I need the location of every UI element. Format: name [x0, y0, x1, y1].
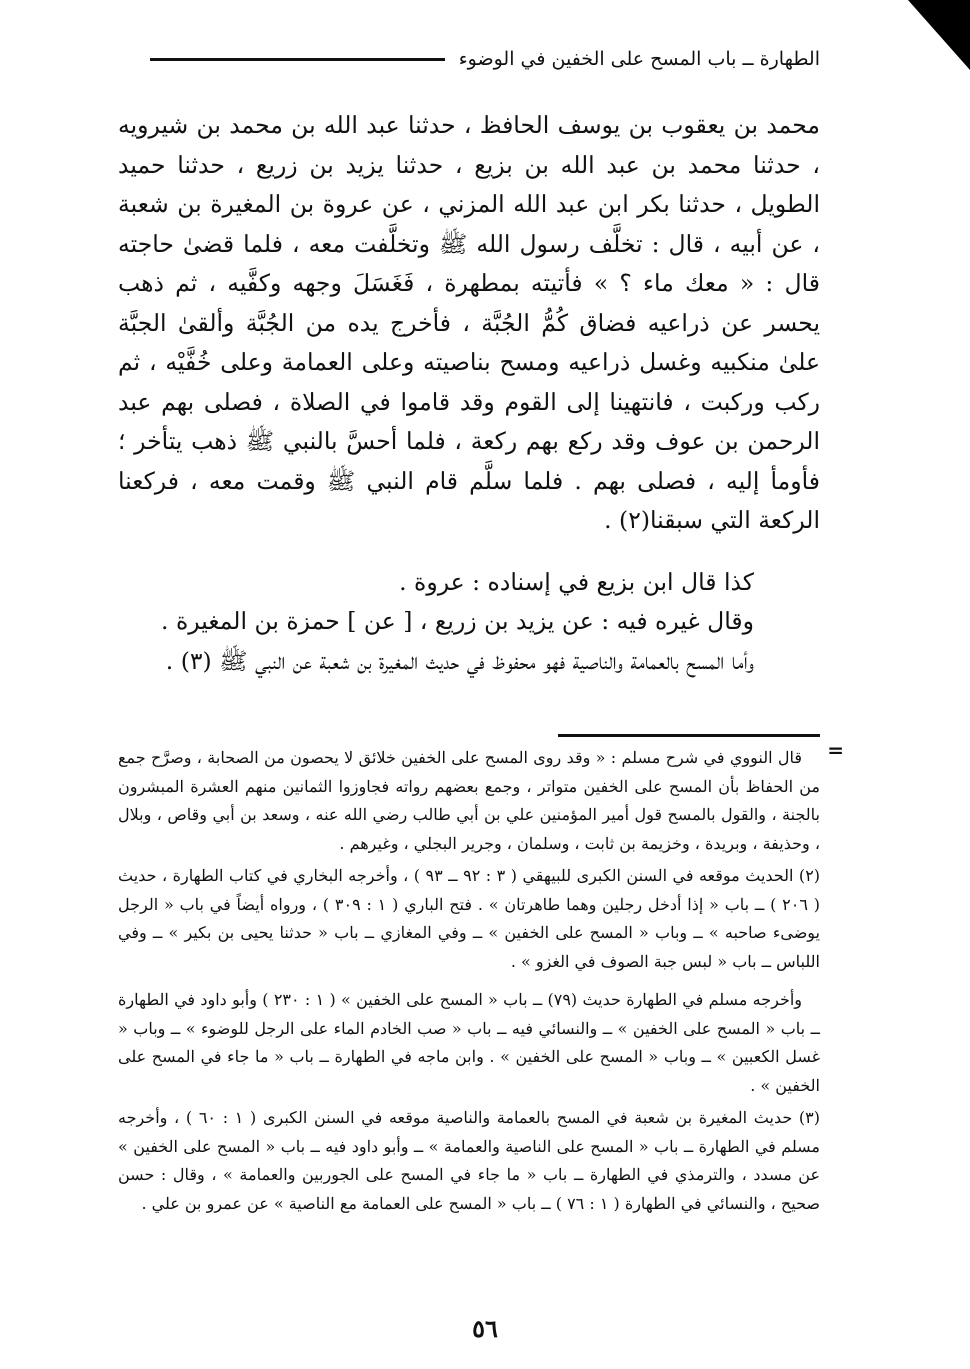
running-head-rule — [150, 58, 445, 61]
page-number: ٥٦ — [472, 1314, 498, 1343]
footnotes — [118, 744, 820, 1222]
footnote-continued: قال النووي في شرح مسلم : « وقد روى المسح على الخفين خلائق لا يحصون من الصحابة ، وصرَّح جمع من الحفاظ بأن المسح على الخفين متواتر ، وجمع بعضهم رواته فجاوزوا الثمانين منهم العشرة المبشرون بالجنة ، والقول بالمسح قول أمير المؤمنين علي بن أبي طالب رضي الله عنه ، وسعد بن أبي وقاص ، وبلال ، وحذيفة ، وبريدة ، وخزيمة بن ثابت ، وسلمان ، وجرير البجلي ، وغيرهم . — [118, 748, 821, 853]
main-paragraph-note-2: وقال غيره فيه : عن يزيد بن زريع ، [ عن ] حمزة بن المغيرة . — [161, 607, 754, 635]
running-head — [150, 48, 820, 70]
footnote-3: (٣) حديث المغيرة بن شعبة في المسح بالعمامة والناصية موقعه في السنن الكبرى ( ١ : ٦٠ ) ، وأخرجه مسلم في الطهارة ــ باب « المسح على الناصية والعمامة » ــ وأبو داود فيه ــ باب « المسح على الخفين » عن مسدد ، والترمذي في الطهارة ــ باب « ما جاء في المسح على الجوربين والعمامة » ، وقال : حسن صحيح ، والنسائي في الطهارة ( ١ : ٧٦ ) ــ باب « المسح على العمامة مع الناصية » عن عمرو بن علي . — [118, 1108, 821, 1213]
footnote-2-continued: وأخرجه مسلم في الطهارة حديث (٧٩) ــ باب « المسح على الخفين » ( ١ : ٢٣٠ ) وأبو داود في الطهارة ــ باب « المسح على الخفين » ــ والنسائي فيه ــ باب « صب الخادم الماء على الرجل للوضوء » ــ وباب « غسل الكعبين » ــ وباب « المسح على الخفين » . وابن ماجه في الطهارة ــ باب « ما جاء في المسح على الخفين » . — [118, 990, 820, 1095]
main-paragraph-note-1: كذا قال ابن بزيع في إسناده : عروة . — [399, 567, 754, 596]
footnote-continuation-mark: = — [827, 738, 844, 762]
main-paragraph-note-3: وأما المسح بالعمامة والناصية فهو محفوظ في حديث المغيرة بن شعبة عن النبي ﷺ (٣) . — [165, 646, 754, 675]
footnote-2: (٢) الحديث موقعه في السنن الكبرى للبيهقي ( ٣ : ٩٢ ــ ٩٣ ) ، وأخرجه البخاري في كتاب الطهارة ، حديث ( ٢٠٦ ) ــ باب « إذا أدخل رجلين وهما طاهرتان » . فتح الباري ( ١ : ٣٠٩ ) ، ورواه أيضاً في باب « الرجل يوضىء صاحبه » ــ وباب « المسح على الخفين » ــ وفي المغازي ــ باب « حدثنا يحيى بن بكير » ــ وفي اللباس ــ باب « لبس جبة الصوف في الغزو » . — [118, 866, 821, 971]
main-paragraph-hadith: محمد بن يعقوب بن يوسف الحافظ ، حدثنا عبد الله بن محمد بن شيرويه ، حدثنا محمد بن عبد الله بن بزيع ، حدثنا يزيد بن زريع ، حدثنا حميد الطويل ، حدثنا بكر ابن عبد الله المزني ، عن عروة بن المغيرة بن شعبة ، عن أبيه ، قال : تخلَّف رسول الله ﷺ وتخلَّفت معه ، فلما قضىٰ حاجته قال : « معك ماء ؟ » فأتيته بمطهرة ، فَغَسَلَ وجهه وكفَّيه ، ثم ذهب يحسر عن ذراعيه فضاق كُمُّ الجُبَّة ، فأخرج يده من الجُبَّة وألقىٰ الجبَّة علىٰ منكبيه وغسل ذراعيه ومسح بناصيته وعلى العمامة وعلى خُفَّيْه ، ثم ركب وركبت ، فانتهينا إلى القوم وقد قاموا في الصلاة ، فصلى بهم عبد الرحمن بن عوف وقد ركع بهم ركعة ، فلما أحسَّ بالنبي ﷺ ذهب يتأخر ؛ فأومأ إليه ، فصلى بهم . فلما سلَّم قام النبي ﷺ وقمت معه ، فركعنا الركعة التي سبقنا(٢) . — [118, 111, 820, 534]
footnote-separator — [558, 734, 820, 737]
running-head-title: الطهارة ــ باب المسح على الخفين في الوضوء — [458, 48, 820, 70]
main-text — [118, 106, 820, 681]
corner-scan-mark — [908, 0, 970, 70]
